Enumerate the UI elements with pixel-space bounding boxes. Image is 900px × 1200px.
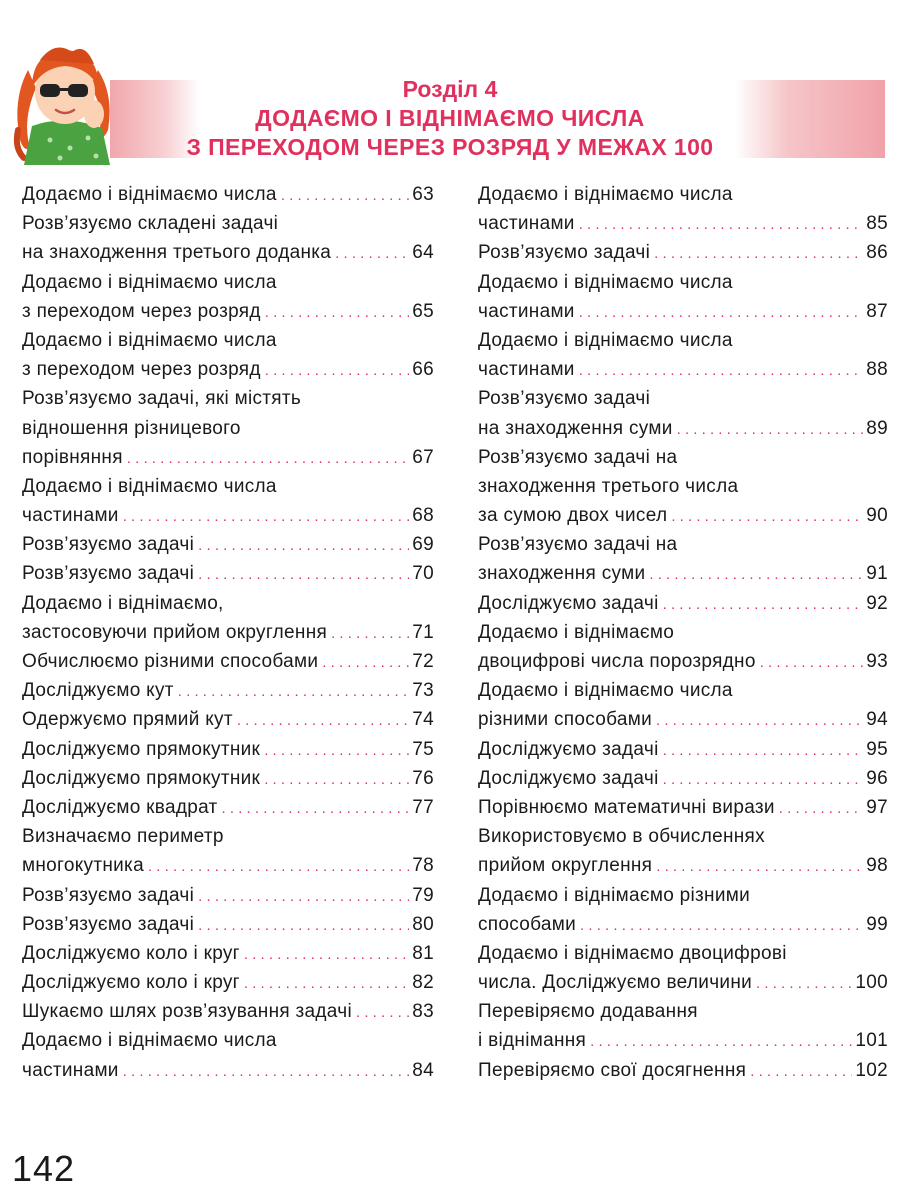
toc-entry-title: Визначаємо периметр: [22, 826, 224, 848]
toc-entry-page: 86: [866, 242, 888, 264]
toc-entry-page: 66: [412, 359, 434, 381]
toc-entry: [22, 705, 434, 734]
toc-entry-title: Шукаємо шлях розв’язування задачі: [22, 1001, 352, 1023]
toc-entry: [478, 501, 888, 530]
dot-leader: [663, 736, 864, 765]
toc-entry: [22, 472, 434, 501]
toc-entry: [22, 851, 434, 880]
toc-entry-title: Розв’язуємо задачі на: [478, 446, 678, 468]
toc-entry: [478, 676, 888, 705]
toc-entry-page: 73: [412, 680, 434, 702]
toc-entry-title: знаходження суми: [478, 563, 646, 585]
dot-leader: [656, 706, 863, 735]
toc-entry-title: з переходом через розряд: [22, 300, 261, 322]
toc-entry: [478, 851, 888, 880]
toc-entry-page: 76: [412, 767, 434, 789]
toc-entry-title: знаходження третього числа: [478, 475, 739, 497]
toc-entry-page: 102: [855, 1059, 888, 1081]
toc-entry-page: 97: [866, 796, 888, 818]
toc-entry-page: 89: [866, 417, 888, 439]
toc-entry: [478, 355, 888, 384]
dot-leader: [127, 444, 409, 473]
toc-entry-title: частинами: [478, 213, 575, 235]
toc-entry-page: 95: [866, 738, 888, 760]
toc-entry: [478, 326, 888, 355]
toc-entry-title: Досліджуємо коло і круг: [22, 942, 240, 964]
toc-entry-page: 98: [866, 855, 888, 877]
toc-entry-page: 70: [412, 563, 434, 585]
dot-leader: [237, 706, 409, 735]
toc-entry: [478, 443, 888, 472]
dot-leader: [198, 560, 409, 589]
toc-entry-title: двоцифрові числа порозрядно: [478, 651, 756, 672]
toc-entry-title: відношення різницевого: [22, 417, 241, 439]
toc-entry-page: 69: [412, 534, 434, 556]
toc-entry-title: Додаємо і віднімаємо числа: [22, 329, 277, 351]
toc-entry-title: Розв’язуємо задачі, які містять: [22, 388, 302, 410]
dot-leader: [656, 852, 863, 881]
toc-entry: [478, 268, 888, 297]
toc-entry: [22, 238, 434, 267]
toc-entry: [478, 822, 888, 851]
toc-entry-page: 74: [412, 709, 434, 731]
toc-entry: [22, 209, 434, 238]
toc-entry-title: і віднімання: [478, 1030, 587, 1052]
toc-entry-title: Перевіряємо свої досягнення: [478, 1059, 747, 1081]
toc-entry: [478, 238, 888, 267]
toc-entry: [22, 910, 434, 939]
toc-entry-page: 85: [866, 213, 888, 235]
toc-entry: [22, 968, 434, 997]
dot-leader: [265, 356, 410, 385]
section-header: [0, 0, 900, 178]
toc-entry: [478, 939, 888, 968]
toc-entry: [22, 1026, 434, 1055]
dot-leader: [671, 502, 863, 531]
section-title-line-2: З ПЕРЕХОДОМ ЧЕРЕЗ РОЗРЯД У МЕЖАХ 100: [186, 134, 714, 160]
dot-leader: [198, 911, 409, 940]
toc-entry: [478, 559, 888, 588]
toc-entry: [22, 589, 434, 618]
dot-leader: [281, 181, 409, 210]
toc-entry-title: Розв’язуємо задачі: [22, 913, 195, 935]
toc-entry: [22, 297, 434, 326]
toc-entry-title: застосовуючи прийом округлення: [22, 621, 328, 643]
toc-column-left: [22, 180, 434, 1085]
toc-entry: [478, 647, 888, 676]
toc-entry: [478, 472, 888, 501]
toc-entry-title: Розв’язуємо задачі: [478, 388, 651, 410]
dot-leader: [264, 736, 409, 765]
dot-leader: [580, 911, 863, 940]
toc-entry: [22, 618, 434, 647]
toc-entry-title: Додаємо і віднімаємо,: [22, 592, 224, 614]
toc-entry: [478, 180, 888, 209]
dot-leader: [654, 239, 863, 268]
toc-entry-page: 78: [412, 855, 434, 877]
toc-entry-page: 64: [412, 242, 434, 264]
toc-entry-title: Додаємо і віднімаємо числа: [478, 271, 733, 293]
toc-entry-page: 71: [412, 621, 434, 643]
toc-entry: [22, 793, 434, 822]
toc-entry-page: 87: [866, 300, 888, 322]
dot-leader: [178, 677, 409, 706]
toc-entry-page: 79: [412, 884, 434, 906]
dot-leader: [663, 590, 864, 619]
toc-entry-page: 83: [412, 1001, 434, 1023]
toc-entry-title: Розв’язуємо задачі: [22, 884, 195, 906]
girl-with-sunglasses-illustration: [10, 30, 120, 165]
dot-leader: [322, 648, 409, 677]
dot-leader: [649, 560, 863, 589]
toc-entry-title: з переходом через розряд: [22, 359, 261, 381]
page-number: 142: [12, 1148, 76, 1189]
toc-entry: [478, 997, 888, 1026]
toc-entry-page: 92: [866, 592, 888, 614]
toc-entry: [22, 997, 434, 1026]
dot-leader: [244, 969, 409, 998]
toc-entry: [478, 1056, 888, 1085]
toc-entry-page: 68: [412, 505, 434, 527]
toc-entry: [478, 530, 888, 559]
toc-entry-title: прийом округлення: [478, 855, 653, 877]
dot-leader: [677, 415, 864, 444]
toc-entry: [22, 268, 434, 297]
toc-entry-title: Перевіряємо додавання: [478, 1001, 698, 1023]
dot-leader: [123, 1057, 410, 1086]
dot-leader: [779, 794, 863, 823]
toc-entry-title: частинами: [478, 359, 575, 381]
toc-entry-title: Досліджуємо задачі: [478, 592, 659, 614]
dot-leader: [356, 998, 409, 1027]
toc-entry-page: 84: [412, 1059, 434, 1081]
toc-entry-page: 94: [866, 709, 888, 731]
toc-entry: [22, 355, 434, 384]
toc-entry-page: 72: [412, 651, 434, 672]
toc-entry-title: Розв’язуємо задачі: [22, 534, 195, 556]
dot-leader: [335, 239, 409, 268]
dot-leader: [663, 765, 864, 794]
toc-entry-title: Додаємо і віднімаємо числа: [478, 329, 733, 351]
dot-leader: [579, 298, 864, 327]
toc-entry-title: многокутника: [22, 855, 144, 877]
toc-entry-title: Порівнюємо математичні вирази: [478, 796, 775, 818]
toc-entry-title: Додаємо і віднімаємо числа: [22, 1030, 277, 1052]
toc-entry-page: 75: [412, 738, 434, 760]
toc-entry: [22, 326, 434, 355]
dot-leader: [579, 356, 864, 385]
toc-entry-title: Додаємо і віднімаємо числа: [22, 184, 277, 205]
toc-entry-page: 96: [866, 767, 888, 789]
toc-entry: [22, 881, 434, 910]
toc-entry-title: Одержуємо прямий кут: [22, 709, 233, 731]
dot-leader: [123, 502, 410, 531]
dot-leader: [579, 210, 864, 239]
toc-entry-page: 77: [412, 796, 434, 818]
toc-entry-title: порівняння: [22, 446, 123, 468]
toc-entry: [22, 676, 434, 705]
toc-entry: [478, 1026, 888, 1055]
toc-entry-page: 81: [412, 942, 434, 964]
toc-entry-page: 63: [412, 184, 434, 205]
toc-entry: [22, 501, 434, 530]
toc-entry: [22, 530, 434, 559]
toc-entry: [22, 735, 434, 764]
toc-entry: [478, 209, 888, 238]
toc-entry-title: Досліджуємо задачі: [478, 738, 659, 760]
toc-entry-title: Розв’язуємо складені задачі: [22, 213, 279, 235]
toc-entry-title: Досліджуємо квадрат: [22, 796, 218, 818]
toc-entry-title: частинами: [22, 505, 119, 527]
dot-leader: [590, 1027, 852, 1056]
toc-entry-title: Додаємо і віднімаємо двоцифрові: [478, 942, 787, 964]
dot-leader: [331, 619, 409, 648]
dot-leader: [198, 531, 409, 560]
toc-entry: [22, 822, 434, 851]
toc-entry-title: на знаходження третього доданка: [22, 242, 332, 264]
section-title: [150, 75, 750, 162]
toc-entry-title: способами: [478, 913, 577, 935]
section-title-line-1: ДОДАЄМО І ВІДНІМАЄМО ЧИСЛА: [255, 105, 645, 131]
dot-leader: [244, 940, 409, 969]
dot-leader: [148, 852, 409, 881]
toc-entry: [478, 414, 888, 443]
toc-entry-title: Розв’язуємо задачі: [478, 242, 651, 264]
toc-entry-page: 91: [866, 563, 888, 585]
toc-entry: [478, 618, 888, 647]
toc-entry-title: різними способами: [478, 709, 652, 731]
toc-entry-page: 82: [412, 972, 434, 994]
toc-column-right: [478, 180, 888, 1085]
dot-leader: [756, 969, 852, 998]
toc-entry-title: Досліджуємо кут: [22, 680, 174, 702]
toc-entry-page: 80: [412, 913, 434, 935]
toc-entry: [22, 1056, 434, 1085]
section-number: Розділ 4: [402, 76, 498, 102]
toc-entry: [22, 939, 434, 968]
toc-entry-title: Додаємо і віднімаємо числа: [22, 475, 277, 497]
toc-entry-title: Додаємо і віднімаємо: [478, 621, 675, 643]
toc-entry-page: 99: [866, 913, 888, 935]
toc-entry-page: 65: [412, 300, 434, 322]
dot-leader: [750, 1057, 852, 1086]
toc-entry: [478, 968, 888, 997]
toc-entry: [478, 764, 888, 793]
toc-entry-page: 100: [855, 972, 888, 994]
toc-entry-title: на знаходження суми: [478, 417, 673, 439]
toc-entry-title: частинами: [478, 300, 575, 322]
toc-entry: [478, 881, 888, 910]
toc-entry: [478, 735, 888, 764]
toc-entry-page: 67: [412, 446, 434, 468]
toc-entry-title: частинами: [22, 1059, 119, 1081]
toc-entry-page: 101: [855, 1030, 888, 1052]
toc-entry: [478, 297, 888, 326]
toc-entry-title: Розв’язуємо задачі: [22, 563, 195, 585]
toc-entry-title: Використовуємо в обчисленнях: [478, 826, 765, 848]
toc-entry: [22, 559, 434, 588]
toc-entry-title: Обчислюємо різними способами: [22, 651, 319, 672]
toc-entry: [22, 443, 434, 472]
toc-entry: [478, 705, 888, 734]
toc-entry: [478, 589, 888, 618]
toc-entry-title: Розв’язуємо задачі на: [478, 534, 678, 556]
toc-entry-title: Додаємо і віднімаємо числа: [478, 680, 733, 702]
toc-entry: [22, 180, 434, 209]
toc-entry: [478, 910, 888, 939]
toc-entry: [478, 793, 888, 822]
toc-entry: [22, 647, 434, 676]
toc-entry-title: Додаємо і віднімаємо числа: [478, 184, 733, 205]
toc-entry-page: 93: [866, 651, 888, 672]
toc-entry-title: за сумою двох чисел: [478, 505, 668, 527]
toc-entry-page: 88: [866, 359, 888, 381]
toc-entry-title: Досліджуємо прямокутник: [22, 767, 261, 789]
dot-leader: [198, 882, 409, 911]
toc-entry: [22, 414, 434, 443]
toc-entry-title: Додаємо і віднімаємо числа: [22, 271, 277, 293]
toc-entry-title: числа. Досліджуємо величини: [478, 972, 753, 994]
toc-entry: [22, 384, 434, 413]
toc-entry: [478, 384, 888, 413]
toc-entry-title: Досліджуємо задачі: [478, 767, 659, 789]
dot-leader: [264, 765, 409, 794]
toc-entry-title: Досліджуємо прямокутник: [22, 738, 261, 760]
toc-entry-title: Додаємо і віднімаємо різними: [478, 884, 751, 906]
dot-leader: [760, 648, 864, 677]
toc-entry-title: Досліджуємо коло і круг: [22, 972, 240, 994]
header-band-right: [735, 80, 885, 158]
toc-entry-page: 90: [866, 505, 888, 527]
dot-leader: [222, 794, 410, 823]
toc-entry: [22, 764, 434, 793]
dot-leader: [265, 298, 410, 327]
